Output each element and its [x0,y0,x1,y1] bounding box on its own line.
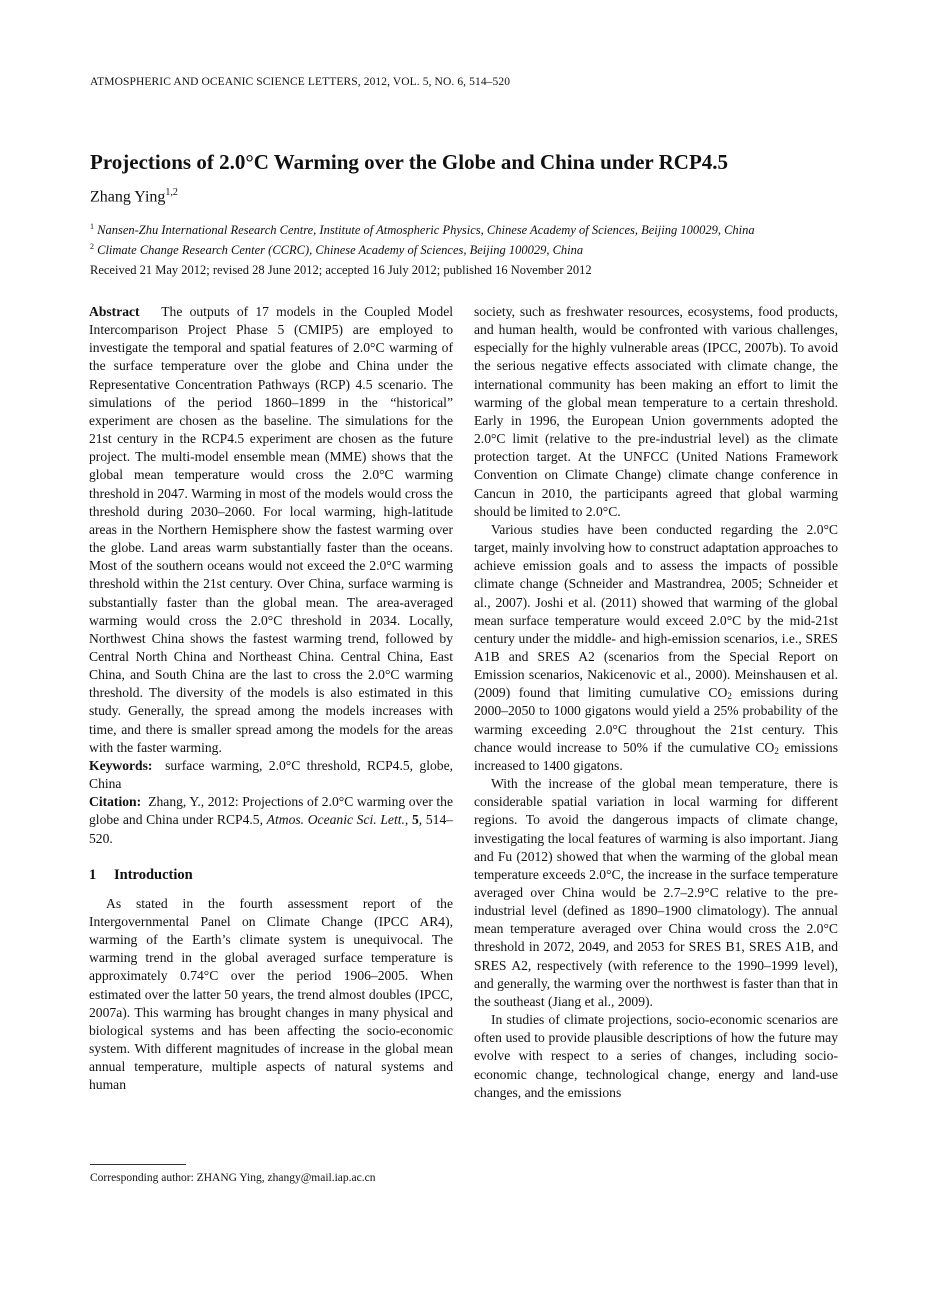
citation-pages: , 514–520. [89,812,454,846]
intro-paragraph-1: As stated in the fourth assessment report of the Intergovernmental Panel on Climate Change (IPCC AR4), warming of the Earth’s climate system is unequivocal. The warming trend in the global averaged surface temperature is approximately 0.74°C over the period 1906–2005. When estimated over the latter 50 years, the trend almost doubles (IPCC, 2007a). This warming has brought changes in many physical and biological systems and has been affecting the socio-economic system. With different magnitudes of increase in the global mean annual temperature, multiple aspects of natural systems and human [89,895,453,1093]
affil-2-sup: 2 [90,241,94,251]
abstract [89,303,453,757]
section-title: Introduction [114,866,193,883]
affil-2-text: Climate Change Research Center (CCRC), Chinese Academy of Sciences, Beijing 100029, China [97,242,584,257]
keywords [89,757,453,793]
p2-part-b: emissions during 2000–2050 to 1000 gigatons would yield a 25% probability of the warming exceeding 2.0°C throughout the 21st century. This chance would increase to 50% if the cumulative CO [474,685,838,755]
affiliation-2 [90,239,850,259]
affiliation-1 [90,219,850,239]
citation-label: Citation: [89,794,142,810]
citation-journal: Atmos. Oceanic Sci. Lett. [266,812,405,828]
section-number: 1 [89,866,97,883]
intro-paragraph-4: In studies of climate projections, socio-economic scenarios are often used to provide plausible descriptions of how the future may evolve with respect to a series of changes, including socio-economic change, technological change, energy and land-use changes, and the emissions [474,1012,838,1100]
abstract-label: Abstract [89,304,140,319]
section-heading [89,866,453,884]
co2-subscript: 2 [727,691,732,702]
p2-part-c: emissions increased to 1400 gigatons. [474,739,839,773]
footnote-rule [90,1164,186,1165]
keywords-text: surface warming, 2.0°C threshold, RCP4.5, globe, China [89,757,454,792]
journal-header: ATMOSPHERIC AND OCEANIC SCIENCE LETTERS, 2012, VOL. 5, NO. 6, 514–520 [90,76,511,88]
intro-paragraph-3: With the increase of the global mean temperature, there is considerable spatial variation in local warming for different regions. To avoid the dangerous impacts of climate change, investigating the local features of warming is also important. Jiang and Fu (2012) showed that when the warming of the global mean temperature exceeds 2.0°C, the increase in the surface temperature averaged over China would be 2.7–2.9°C relative to the pre-industrial level (defined as 1890–1900 climatology). The annual mean temperature averaged over China would cross the 2.0°C threshold in 2072, 2049, and 2053 for SRES B1, SRES A1B, and SRES A2, respectively (with reference to the 1990–1999 level), and generally, the warming over the northwest is faster than that in the southeast (Jiang et al., 2009). [474,776,838,1009]
citation [89,793,453,847]
affil-1-sup: 1 [90,222,94,231]
citation-text: Zhang, Y., 2012: Projections of 2.0°C warming over the globe and China under RCP4.5, [89,794,454,828]
citation-volume: 5 [411,812,419,828]
left-column [89,303,453,1095]
co2-subscript: 2 [774,745,779,756]
abstract-text: The outputs of 17 models in the Coupled Model Intercomparison Project Phase 5 (CMIP5) are employed to investigate the temporal and spatial features of 2.0°C warming of the surface temperature over the globe and China under the Representative Concentration Pathways (RCP) 4.5 scenario. The simulations of the period 1860–1899 in the “historical” experiment are chosen as the baseline. The simulations for the 21st century in the RCP4.5 experiment are chosen as the future project. The multi-model ensemble mean (MME) shows that the global mean temperature would cross the 2.0°C warming threshold in 2047. Warming in most of the models would cross the threshold during 2030–2060. For local warming, high-latitude areas in the Northern Hemisphere show the fastest warming over the globe. Land areas warm substantially faster than the oceans. Most of the southern oceans would not exceed the 2.0°C warming threshold within the 21st century. Over China, surface warming is substantially faster than the global mean. The area-averaged warming would cross the 2.0°C threshold in 2034. Locally, Northwest China shows the fastest warming trend, followed by Central North China and Northeast China. Central China, East China, and South China are the last to cross the 2.0°C warming threshold. The diversity of the models is also estimated in this study. Generally, the spread among the models increases with time, and there is smaller spread among the models for the areas with the faster warming. [89,304,453,755]
affiliations [90,219,850,258]
paper-title: Projections of 2.0°C Warming over the Globe and China under RCP4.5 [90,150,729,174]
publication-dates: Received 21 May 2012; revised 28 June 2012; accepted 16 July 2012; published 16 November 2012 [90,263,592,277]
author-name: Zhang Ying [90,188,166,206]
p2-part-a: Various studies have been conducted regarding the 2.0°C target, mainly involving how to construct adaptation approaches to achieve emission goals and to assess the impacts of possible climate change (Schneider and Mastrandrea, 2005; Schneider et al., 2007). Joshi et al. (2011) showed that warming of the global mean surface temperature would exceed 2.0°C by the mid-21st century under the middle- and high-emission scenarios, i.e., SRES A1B and SRES A2 (scenarios from the Special Report on Emission scenarios, Nakicenovic et al., 2000). Meinshausen et al. (2009) found that limiting cumulative CO [474,521,838,701]
keywords-label: Keywords: [89,757,153,773]
author-affil-sup: 1,2 [165,187,178,198]
affil-1-text: Nansen-Zhu International Research Centre, Institute of Atmospheric Physics, Chinese Academy of Sciences, Beijing 100029, China [97,223,755,238]
citation-sep: , [404,812,412,828]
author-line [90,187,178,206]
right-column [474,303,838,1102]
corresponding-author-footnote: Corresponding author: ZHANG Ying, zhangy@mail.iap.ac.cn [90,1172,376,1184]
intro-paragraph-2 [474,521,838,775]
intro-paragraph-1-continued: society, such as freshwater resources, ecosystems, food products, and human health, would be confronted with various challenges, especially for the highly vulnerable areas (IPCC, 2007b). To avoid the serious negative effects associated with climate change, the international community has been making an effort to limit the warming of the global mean temperature to a certain threshold. Early in 1996, the European Union governments adopted the 2.0°C limit (relative to the pre-industrial level) as the climate protection target. At the UNFCC (United Nations Framework Convention on Climate Change) climate change conference in Cancun in 2010, the participants agreed that global warming should be limited to 2.0°C. [474,304,838,519]
